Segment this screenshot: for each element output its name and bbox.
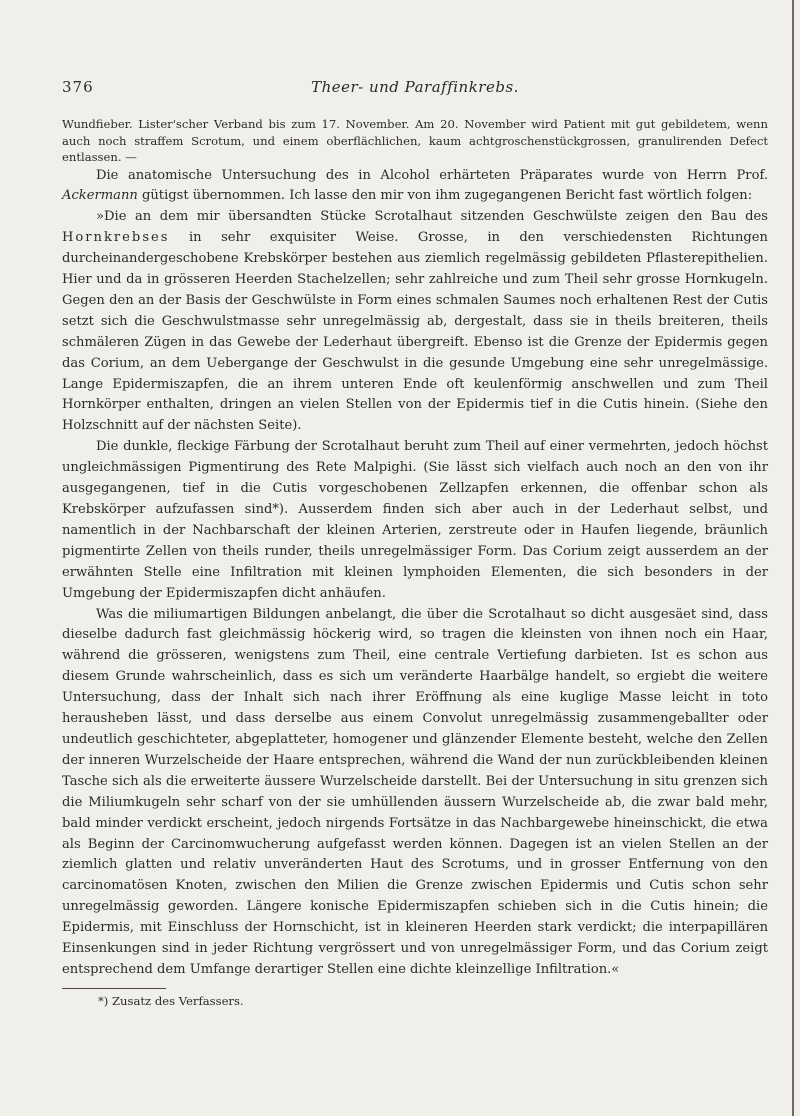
- case-note-paragraph: Wundfieber. Lister'scher Verband bis zum 17. November. Am 20. November wird Patient mit gut gebildetem, wenn auch noch straffem Scrotum, und einem oberflächlichen, kaum achtgroschenstückgrossen, granulirenden Defect entlassen. —: [62, 117, 768, 164]
- paragraph-report-hornkrebs: [62, 207, 768, 437]
- paragraph-milium-formations: Was die miliumartigen Bildungen anbelangt, die über die Scrotalhaut so dicht ausgesäet sind, dass dieselbe dadurch fast gleichmässig höckerig wird, so tragen die kleinsten von ihnen noch ein Haar, während die grösseren, wenigstens zum Theil, eine centrale Vertiefung darbieten. Ist es schon aus diesem Grunde wahrscheinlich, dass es sich um veränderte Haarbälge handelt, so ergiebt die weitere Untersuchung, dass der Inhalt sich nach ihrer Eröffnung als eine kuglige Masse leicht in toto herausheben lässt, und dass derselbe aus einem Convolut unregelmässig zusammengeballter oder undeutlich geschichteter, abgeplatteter, homogener und glänzender Elemente besteht, welche den Zellen der inneren Wurzelscheide der Haare entsprechen, während die Wand der nun zurückbleibenden kleinen Tasche sich als die erweiterte äussere Wurzelscheide darstellt. Bei der Untersuchung in situ grenzen sich die Miliumkugeln sehr scharf von der sie umhüllenden äussern Wurzelscheide ab, die zwar bald mehr, bald minder verdickt erscheint, jedoch nirgends Fortsätze in das Nachbargewebe hineinschickt, die etwa als Beginn der Carcinomwucherung aufgefasst werden können. Dagegen ist an vielen Stellen an der ziemlich glatten und relativ unveränderten Haut des Scrotums, und in grosser Entfernung von den carcinomatösen Knoten, zwischen den Milien die Grenze zwischen Epidermis und Cutis schon sehr unregelmässig geworden. Längere konische Epidermiszapfen schieben sich in die Cutis hinein; die Epidermis, mit Einschluss der Hornschicht, ist in kleineren Heerden stark verdickt; die interpapillären Einsenkungen sind in jeder Richtung vergrössert und von unregelmässiger Form, und das Corium zeigt entsprechend dem Umfange derartiger Stellen eine dichte kleinzellige Infiltration.«: [62, 606, 768, 977]
- paragraph-text: Die anatomische Untersuchung des in Alcohol erhärteten Präparates wurde von Herrn Prof.: [96, 167, 768, 183]
- paragraph-text: in sehr exquisiter Weise. Grosse, in den verschiedensten Richtungen durcheinandergeschobene Krebskörper bestehen aus ziemlich regelmässig gebildeten Pflasterepithelien. Hier und da in grösseren Heerden Stachelzellen; sehr zahlreiche und zum Theil sehr grosse Hornkugeln. Gegen den an der Basis der Geschwülste in Form eines schmalen Saumes noch erhaltenen Rest der Cutis setzt sich die Geschwulstmasse sehr unregelmässig ab, dergestalt, dass sie in theils breiteren, theils schmäleren Zügen in das Gewebe der Lederhaut übergreift. Ebenso ist die Grenze der Epidermis gegen das Corium, an dem Uebergange der Geschwulst in die gesunde Umgebung eine sehr unregelmässige. Lange Epidermiszapfen, die an ihrem unteren Ende oft keulenförmig anschwellen und zum Theil Hornkörper enthalten, dringen an vielen Stellen von der Epidermis tief in die Cutis hinein. (Siehe den Holzschnitt auf der nächsten Seite).: [62, 230, 768, 434]
- footnote: *) Zusatz des Verfassers.: [98, 993, 244, 1008]
- page-edge-line: [792, 0, 794, 1116]
- running-title: Theer- und Paraffinkrebs.: [311, 78, 519, 96]
- paragraph-anatomical-examination: [62, 166, 768, 208]
- footnote-divider: [62, 988, 166, 989]
- running-head: [62, 78, 768, 102]
- paragraph-text: »Die an dem mir übersandten Stücke Scrotalhaut sitzenden Geschwülste zeigen den Bau des: [96, 209, 768, 225]
- page-number: 376: [62, 78, 94, 96]
- book-page: [62, 78, 768, 1009]
- person-name: Ackermann: [62, 188, 138, 204]
- emphasized-term: Hornkrebses: [62, 230, 170, 246]
- paragraph-text: gütigst übernommen. Ich lasse den mir von ihm zugegangenen Bericht fast wörtlich folgen:: [137, 188, 753, 204]
- paragraph-pigmentation: Die dunkle, fleckige Färbung der Scrotalhaut beruht zum Theil auf einer vermehrten, jedoch höchst ungleichmässigen Pigmentirung des Rete Malpighi. (Sie lässt sich vielfach auch noch an den von ihr ausgegangenen, tief in die Cutis vorgeschobenen Zellzapfen erkennen, die offenbar schon als Krebskörper aufzufassen sind*). Ausserdem finden sich aber auch in der Lederhaut selbst, und namentlich in der Nachbarschaft der kleinen Arterien, zerstreute oder in Haufen liegende, bräunlich pigmentirte Zellen von theils runder, theils unregelmässiger Form. Das Corium zeigt ausserdem an der erwähnten Stelle eine Infiltration mit kleinen lymphoiden Elementen, die sich besonders in der Umgebung der Epidermiszapfen dicht anhäufen.: [62, 439, 768, 601]
